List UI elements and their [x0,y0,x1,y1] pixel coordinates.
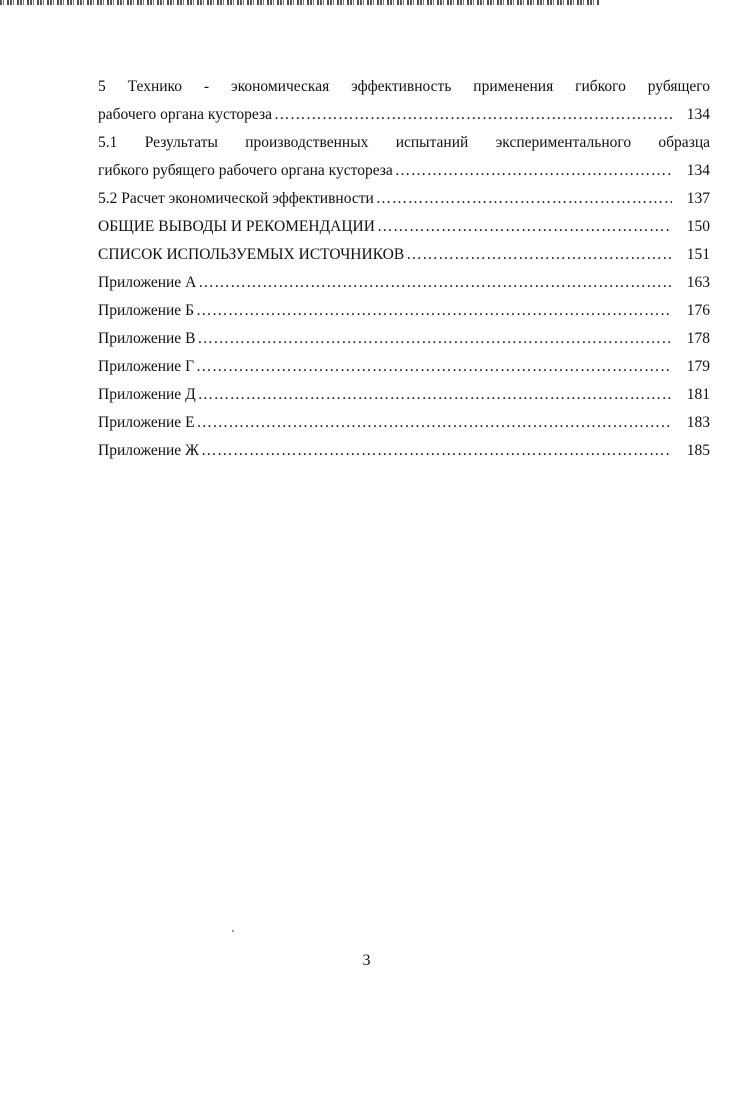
toc-entry-title-line: гибкого рубящего рабочего органа кустореза [98,162,393,179]
toc-entry[interactable] [98,409,710,437]
toc-entry-title: Приложение Е [98,414,195,431]
toc-entry[interactable] [98,297,710,325]
leader-dots [377,213,672,241]
toc-entry[interactable] [98,381,710,409]
scan-artifact-strip [0,0,600,5]
toc-entry-title: Приложение Д [98,386,196,403]
toc-page-number: 150 [686,218,710,235]
leader-dots [201,437,672,465]
toc-page-number: 183 [686,414,710,431]
page-number: 3 [362,952,371,969]
leader-dots [196,297,672,325]
toc-page-number: 163 [686,274,710,291]
toc-page-number: 179 [686,358,710,375]
leader-dots [197,409,672,437]
toc-page-number: 178 [686,330,710,347]
toc-entry-title-line: рабочего органа кустореза [98,106,273,123]
toc-entry-title: Приложение Ж [98,442,199,459]
toc-entry-title-line: 5.1 Результаты производственных испытаний экспериментального образца [98,134,710,151]
toc-page-number: 134 [686,106,710,123]
toc-entry[interactable] [98,437,710,465]
toc-entry[interactable] [98,213,710,241]
toc-entry-title: ОБЩИЕ ВЫВОДЫ И РЕКОМЕНДАЦИИ [98,218,375,235]
toc-entry[interactable] [98,241,710,269]
toc-page-number: 137 [686,190,710,207]
leader-dots [376,185,672,213]
leader-dots [395,157,672,185]
toc-page-number: 185 [686,442,710,459]
leader-dots [196,353,672,381]
toc-page-number: 181 [686,386,710,403]
toc-entry-title: СПИСОК ИСПОЛЬЗУЕМЫХ ИСТОЧНИКОВ [98,246,405,263]
scan-speck [232,930,235,933]
leader-dots [406,241,672,269]
toc-page-number: 176 [686,302,710,319]
toc-entry[interactable] [98,185,710,213]
leader-dots [198,269,672,297]
toc-page-number: 151 [686,246,710,263]
toc-entry-title: Приложение Г [98,358,195,375]
leader-dots [274,101,672,129]
toc-entry-title: 5.2 Расчет экономической эффективности [98,190,374,207]
toc-entry-title: Приложение А [98,274,197,291]
leader-dots [198,381,672,409]
toc-entry-title: Приложение В [98,330,196,347]
leader-dots [197,325,672,353]
toc-entry[interactable] [98,129,710,185]
toc-entry[interactable] [98,73,710,129]
toc-page-number: 134 [686,162,710,179]
toc-entry[interactable] [98,269,710,297]
toc-entry[interactable] [98,325,710,353]
toc-entry-title-line: 5 Технико - экономическая эффективность применения гибкого рубящего [98,78,710,95]
toc-entry[interactable] [98,353,710,381]
toc-entry-title: Приложение Б [98,302,194,319]
table-of-contents [98,73,710,465]
